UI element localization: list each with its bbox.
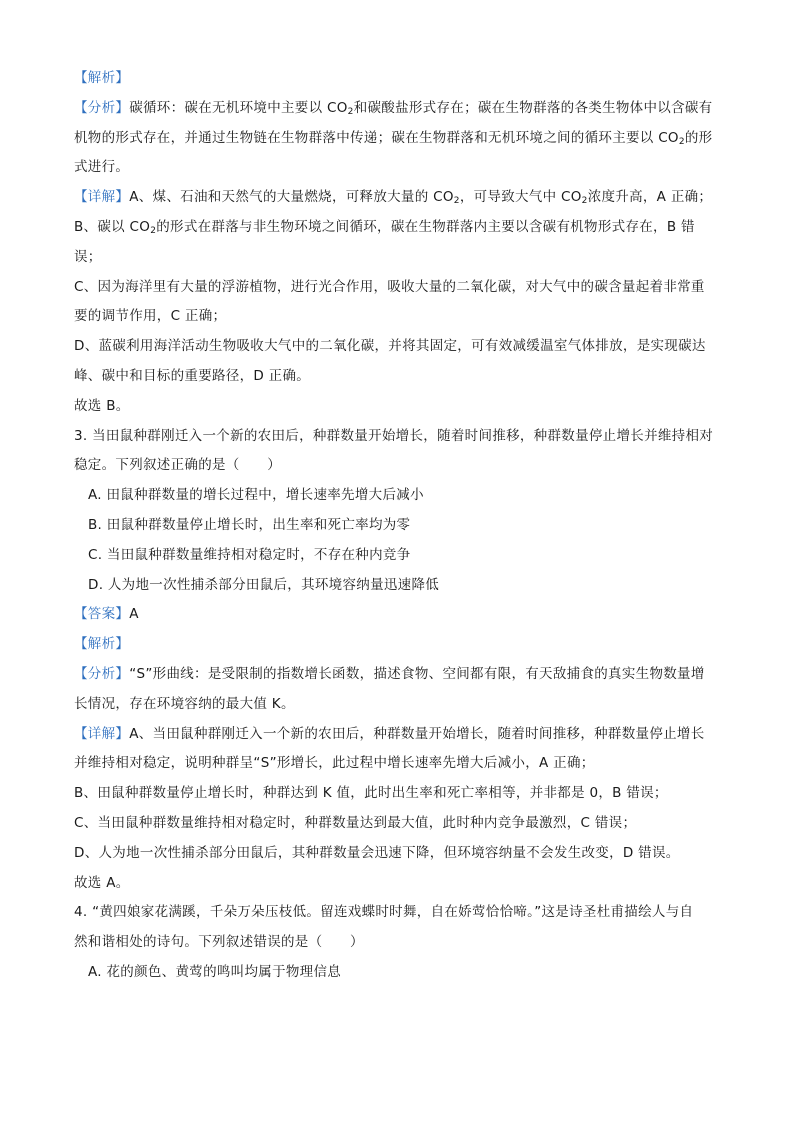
line-text: A. 田鼠种群数量的增长过程中，增长速率先增大后减小: [88, 487, 424, 504]
line-text: C、因为海洋里有大量的浮游植物，进行光合作用，吸收大量的二氧化碳，对大气中的碳含量起着非常重: [74, 278, 705, 295]
section-tag: 【详解】: [74, 189, 130, 206]
text-line: [74, 660, 724, 690]
section-tag: 【解析】: [74, 636, 130, 653]
line-text: 3. 当田鼠种群刚迁入一个新的农田后，种群数量开始增长，随着时间推移，种群数量停止增长并维持相对: [74, 427, 714, 444]
section-tag-line: [74, 630, 724, 660]
line-text: D. 人为地一次性捕杀部分田鼠后，其环境容纳量迅速降低: [88, 576, 440, 593]
line-text: 要的调节作用，C 正确；: [74, 308, 227, 325]
text-line: [74, 928, 724, 958]
line-text: 机物的形式存在，并通过生物链在生物群落中传递；碳在生物群落和无机环境之间的循环主要以 $CO_2$的形: [74, 129, 713, 147]
line-text: 然和谐相处的诗句。下列叙述错误的是（ ）: [74, 934, 364, 951]
line-text: C. 当田鼠种群数量维持相对稳定时，不存在种内竞争: [88, 546, 411, 563]
option-line: [74, 571, 724, 601]
text-line: [74, 898, 724, 928]
text-line: [74, 749, 724, 779]
line-text: A、当田鼠种群刚迁入一个新的农田后，种群数量开始增长，随着时间推移，种群数量停止增长: [129, 725, 705, 742]
text-line: [74, 332, 724, 362]
line-text: 长情况，存在环境容纳的最大值 K。: [74, 695, 295, 712]
line-text: D、蓝碳利用海洋活动生物吸收大气中的二氧化碳，并将其固定，可有效减缓温室气体排放，是实现碳达: [74, 338, 706, 355]
text-line: [74, 809, 724, 839]
text-line: [74, 451, 724, 481]
section-tag: 【解析】: [74, 70, 130, 86]
option-line: [74, 958, 724, 988]
text-line: [74, 273, 724, 303]
line-text: 故选 A。: [74, 874, 130, 891]
text-line: [74, 422, 724, 452]
text-line: [74, 124, 724, 154]
line-text: C、当田鼠种群数量维持相对稳定时，种群数量达到最大值，此时种内竞争最激烈，C 错误；: [74, 814, 637, 831]
option-line: [74, 481, 724, 511]
line-text: B、碳以 $CO_2$的形式在群落与非生物环境之间循环，碳在生物群落内主要以含碳有机物形式存在，B 错: [74, 218, 695, 236]
section-tag: 【分析】: [74, 99, 130, 116]
line-text: “S”形曲线：是受限制的指数增长函数，描述食物、空间都有限，有天敌捕食的真实生物数量增: [129, 665, 705, 682]
line-text: 稳定。下列叙述正确的是（ ）: [74, 457, 281, 474]
text-line: [74, 183, 724, 213]
text-line: [74, 839, 724, 869]
line-text: 误；: [74, 248, 102, 265]
option-line: [74, 541, 724, 571]
option-line: [74, 511, 724, 541]
line-text: 峰、碳中和目标的重要路径，D 正确。: [74, 367, 311, 384]
line-text: A、煤、石油和天然气的大量燃烧，可释放大量的 $CO_2$，可导致大气中 $CO_2$浓度升高，A 正确；: [129, 189, 713, 207]
line-text: 4. “黄四娘家花满蹊，千朵万朵压枝低。留连戏蝶时时舞，自在娇莺恰恰啼。”这是诗圣杜甫描绘人与自: [74, 904, 694, 921]
line-text: D、人为地一次性捕杀部分田鼠后，其种群数量会迅速下降，但环境容纳量不会发生改变，D 错误。: [74, 844, 680, 861]
text-line: [74, 690, 724, 720]
line-text: 故选 B。: [74, 397, 130, 414]
section-tag: 【分析】: [74, 665, 130, 682]
text-line: [74, 869, 724, 899]
text-line: [74, 720, 724, 750]
text-line: [74, 94, 724, 124]
text-line: [74, 362, 724, 392]
text-line: [74, 243, 724, 273]
text-line: [74, 392, 724, 422]
section-tag: 【答案】: [74, 606, 130, 623]
line-text: 式进行。: [74, 159, 130, 176]
text-line: [74, 213, 724, 243]
line-text: A: [129, 606, 139, 623]
line-text: 碳循环：碳在无机环境中主要以 $CO_2$和碳酸盐形式存在；碳在生物群落的各类生物体中以含碳有: [129, 99, 713, 117]
text-line: [74, 600, 724, 630]
section-tag: 【详解】: [74, 725, 130, 742]
text-line: [74, 779, 724, 809]
line-text: B. 田鼠种群数量停止增长时，出生率和死亡率均为零: [88, 516, 411, 533]
text-line: [74, 302, 724, 332]
line-text: B、田鼠种群数量停止增长时，种群达到 K 值，此时出生率和死亡率相等，并非都是 0，B 错误；: [74, 785, 668, 802]
line-text: A. 花的颜色、黄莺的鸣叫均属于物理信息: [88, 963, 342, 980]
section-tag-line: [74, 64, 724, 94]
text-line: [74, 153, 724, 183]
line-text: 并维持相对稳定，说明种群呈“S”形增长，此过程中增长速率先增大后减小，A 正确；: [74, 755, 595, 772]
